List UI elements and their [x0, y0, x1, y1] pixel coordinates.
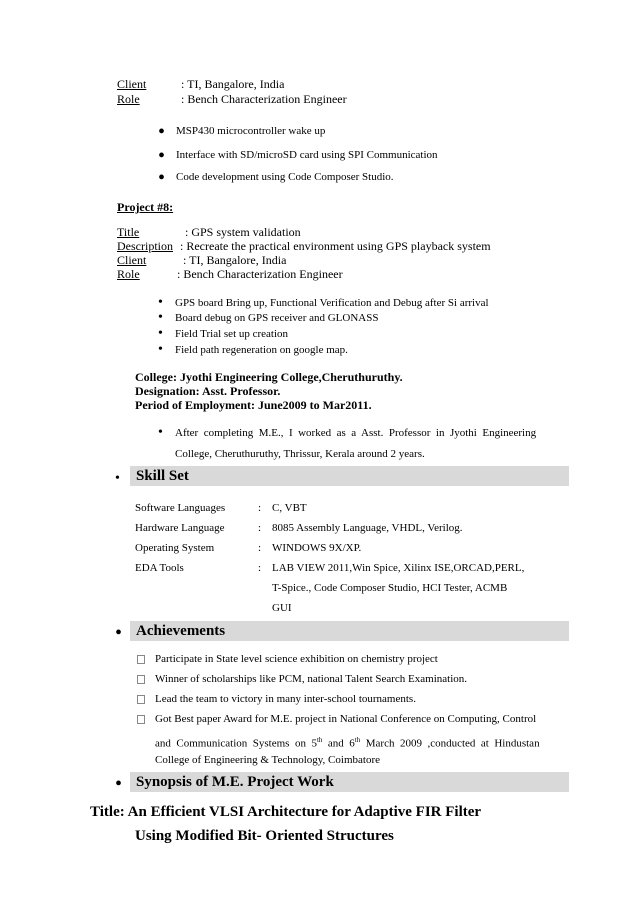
bullet-icon: •: [158, 425, 163, 440]
bullet-icon: •: [115, 773, 123, 795]
skill-sep: :: [258, 562, 262, 574]
list-item-cont: College of Engineering & Technology, Coimbatore: [155, 754, 380, 766]
client-value: : TI, Bangalore, India: [181, 77, 285, 91]
list-item: Board debug on GPS receiver and GLONASS: [175, 312, 379, 324]
bullet-icon: •: [158, 326, 163, 341]
list-item: MSP430 microcontroller wake up: [176, 125, 326, 137]
client-label: Client: [117, 77, 147, 91]
college-description-cont: College, Cheruthuruthy, Thrissur, Kerala around 2 years.: [175, 448, 425, 460]
role-label: Role: [117, 92, 140, 106]
checkbox-bullet-icon: [137, 655, 145, 664]
skill-value: C, VBT: [272, 502, 307, 514]
skill-value: WINDOWS 9X/XP.: [272, 542, 362, 554]
section-band: [130, 621, 569, 641]
skill-sep: :: [258, 542, 262, 554]
skill-label: Software Languages: [135, 502, 226, 514]
skill-value: 8085 Assembly Language, VHDL, Verilog.: [272, 522, 463, 534]
section-band: [130, 466, 569, 486]
role-label: Role: [117, 267, 140, 281]
award-text-b: and 6: [322, 737, 355, 750]
role-value: : Bench Characterization Engineer: [177, 267, 343, 281]
skill-value-cont: T-Spice., Code Composer Studio, HCI Tester, ACMB: [272, 582, 508, 594]
title-value: : GPS system validation: [185, 225, 301, 239]
skill-value: LAB VIEW 2011,Win Spice, Xilinx ISE,ORCAD,PERL,: [272, 562, 525, 574]
list-item: Lead the team to victory in many inter-school tournaments.: [155, 693, 416, 705]
role-value: : Bench Characterization Engineer: [181, 92, 347, 106]
title-label: Title: [117, 225, 140, 239]
bullet-icon: •: [115, 471, 120, 486]
list-item: Code development using Code Composer Studio.: [176, 171, 394, 183]
bullet-icon: •: [158, 145, 166, 167]
designation: Designation: Asst. Professor.: [135, 384, 281, 398]
list-item: Winner of scholarships like PCM, national Talent Search Examination.: [155, 673, 468, 685]
skill-label: Operating System: [135, 542, 215, 554]
client-value: : TI, Bangalore, India: [183, 253, 287, 267]
superscript-th: th: [316, 736, 323, 744]
bullet-icon: •: [158, 121, 166, 143]
checkbox-bullet-icon: [137, 695, 145, 704]
award-text-c: March 2009 ,conducted at Hindustan: [360, 737, 540, 750]
list-item: Interface with SD/microSD card using SPI Communication: [176, 149, 438, 161]
list-item: Participate in State level science exhibition on chemistry project: [155, 653, 438, 665]
award-text-a: and Communication Systems on 5: [155, 737, 317, 750]
section-heading: Skill Set: [136, 468, 189, 484]
employment-period: Period of Employment: June2009 to Mar2011.: [135, 398, 372, 412]
list-item: Field Trial set up creation: [175, 328, 289, 340]
skill-value-cont: GUI: [272, 602, 292, 614]
skill-sep: :: [258, 502, 262, 514]
bullet-icon: •: [158, 310, 163, 325]
skill-label: Hardware Language: [135, 522, 225, 534]
bullet-icon: •: [115, 622, 123, 644]
list-item-cont: [155, 733, 540, 751]
bullet-icon: •: [158, 167, 166, 189]
superscript-th: th: [354, 736, 361, 744]
list-item: GPS board Bring up, Functional Verification and Debug after Si arrival: [175, 297, 489, 309]
section-heading: Synopsis of M.E. Project Work: [136, 774, 334, 790]
college-description: After completing M.E., I worked as a Asst. Professor in Jyothi Engineering: [175, 427, 537, 439]
project-title-cont: Using Modified Bit- Oriented Structures: [135, 828, 394, 844]
skill-label: EDA Tools: [135, 562, 184, 574]
college-name: College: Jyothi Engineering College,Cheruthuruthy.: [135, 370, 403, 384]
description-value: : Recreate the practical environment using GPS playback system: [180, 239, 491, 253]
skill-sep: :: [258, 522, 262, 534]
list-item: Field path regeneration on google map.: [175, 344, 348, 356]
bullet-icon: •: [158, 295, 163, 310]
checkbox-bullet-icon: [137, 675, 145, 684]
section-band: [130, 772, 569, 792]
project-heading: Project #8:: [117, 200, 174, 214]
section-heading: Achievements: [136, 623, 226, 639]
checkbox-bullet-icon: [137, 715, 145, 724]
client-label: Client: [117, 253, 147, 267]
list-item: Got Best paper Award for M.E. project in National Conference on Computing, Control: [155, 713, 537, 725]
description-label: Description: [117, 239, 173, 253]
bullet-icon: •: [158, 342, 163, 357]
project-title: Title: An Efficient VLSI Architecture for Adaptive FIR Filter: [90, 804, 482, 820]
